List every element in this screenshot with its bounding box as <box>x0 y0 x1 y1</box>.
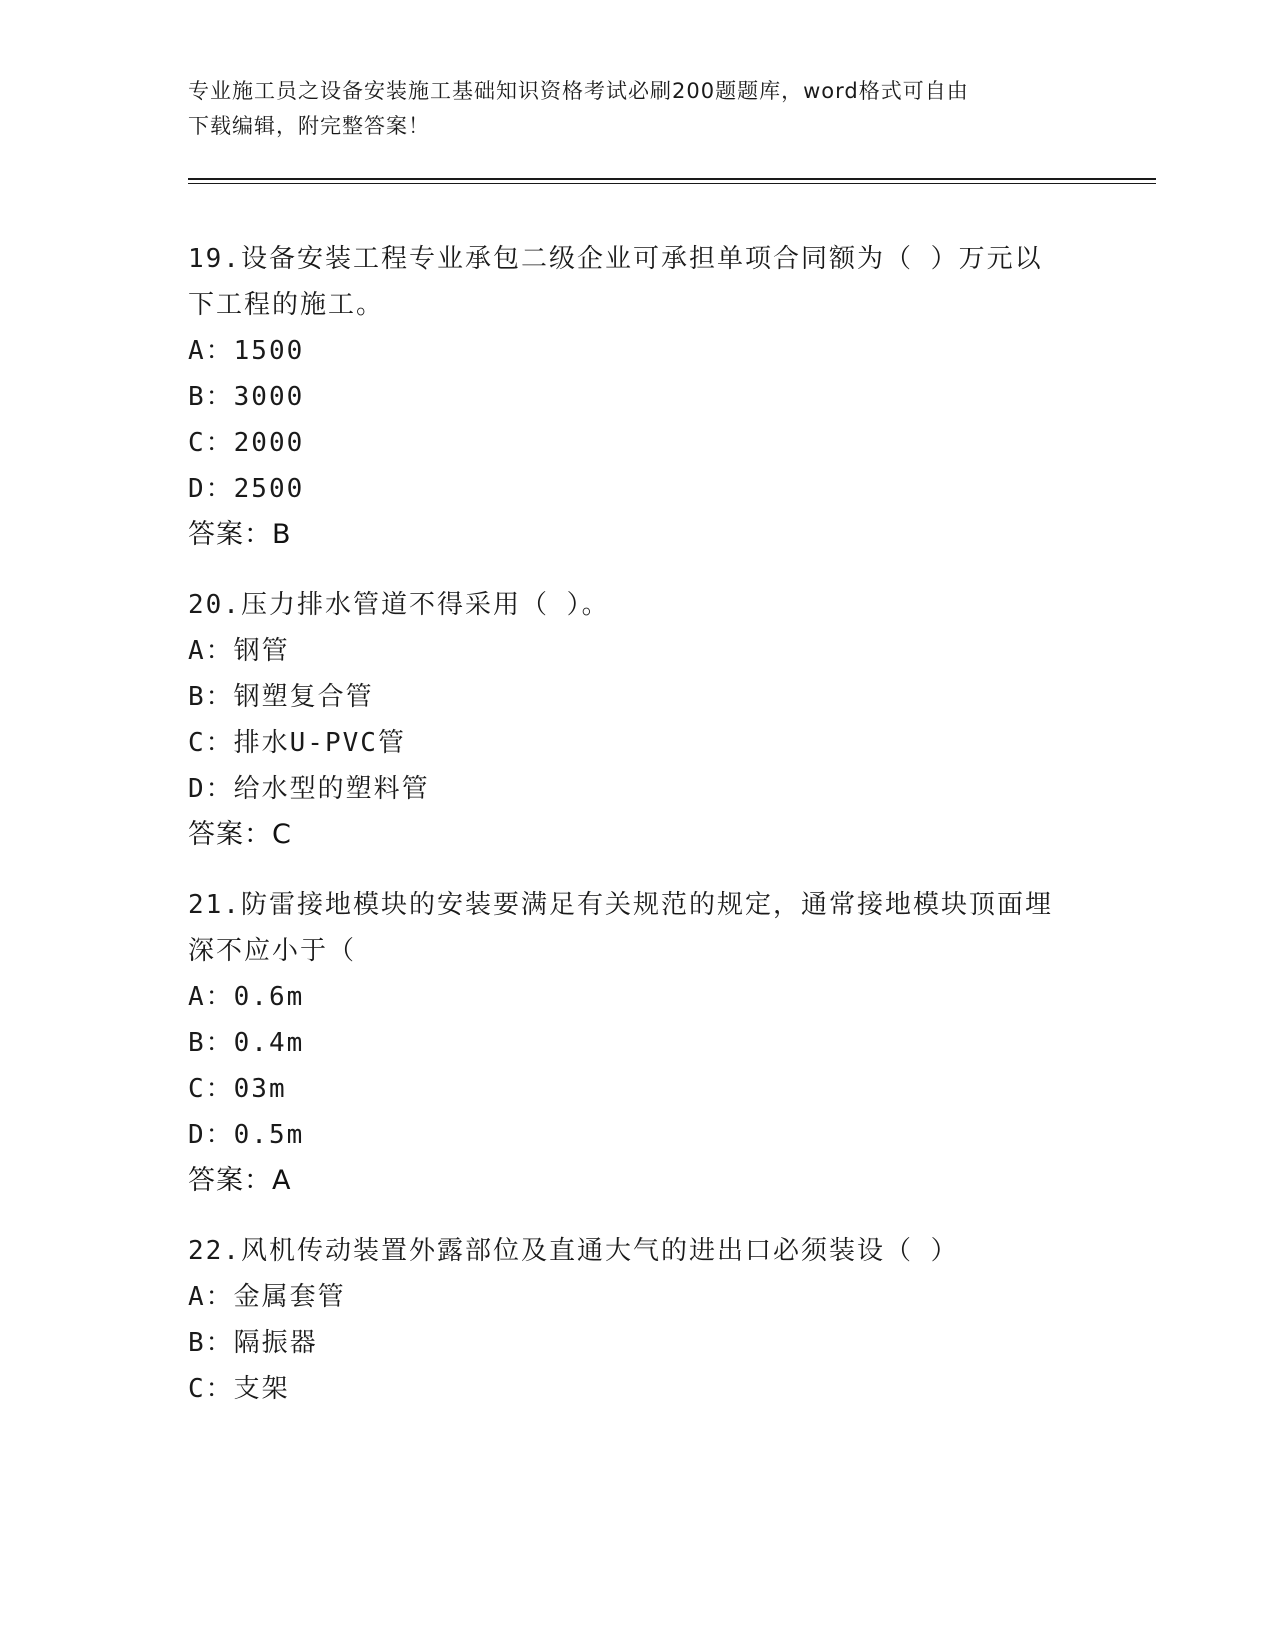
option-a: A：金属套管 <box>188 1282 346 1312</box>
answer: 答案：A <box>188 1165 292 1196</box>
option-d: D：给水型的塑料管 <box>188 774 430 804</box>
option-c: C：03m <box>188 1074 287 1104</box>
option-b: B：0.4m <box>188 1028 305 1058</box>
answer: 答案：B <box>188 519 292 550</box>
question-stem: 21.防雷接地模块的安装要满足有关规范的规定，通常接地模块顶面埋 <box>188 890 1053 920</box>
option-d: D：2500 <box>188 474 305 504</box>
option-b: B：3000 <box>188 382 305 412</box>
header-line-1: 专业施工员之设备安装施工基础知识资格考试必刷200题题库，word格式可自由 <box>188 79 969 103</box>
option-b: B：钢塑复合管 <box>188 682 374 712</box>
option-d: D：0.5m <box>188 1120 305 1150</box>
option-c: C：支架 <box>188 1374 290 1404</box>
question-stem: 20.压力排水管道不得采用（ ）。 <box>188 590 610 620</box>
question-stem-continued: 下工程的施工。 <box>188 290 385 320</box>
option-c: C：2000 <box>188 428 305 458</box>
question-stem: 19.设备安装工程专业承包二级企业可承担单项合同额为（ ）万元以 <box>188 244 1043 274</box>
option-a: A：钢管 <box>188 636 290 666</box>
header-divider <box>188 178 1156 180</box>
header-divider-thin <box>188 183 1156 184</box>
header-line-2: 下载编辑，附完整答案！ <box>188 114 430 138</box>
question-19 <box>188 236 1088 558</box>
option-c: C：排水U-PVC管 <box>188 728 406 758</box>
option-b: B：隔振器 <box>188 1328 318 1358</box>
answer: 答案：C <box>188 819 292 850</box>
option-a: A：0.6m <box>188 982 305 1012</box>
question-stem: 22.风机传动装置外露部位及直通大气的进出口必须装设（ ） <box>188 1236 959 1266</box>
option-a: A：1500 <box>188 336 305 366</box>
question-21 <box>188 882 1088 1204</box>
question-22 <box>188 1228 1088 1412</box>
question-20 <box>188 582 1088 858</box>
question-list <box>188 236 1088 1436</box>
question-stem-continued: 深不应小于（ <box>188 936 357 966</box>
document-header <box>188 74 1088 144</box>
